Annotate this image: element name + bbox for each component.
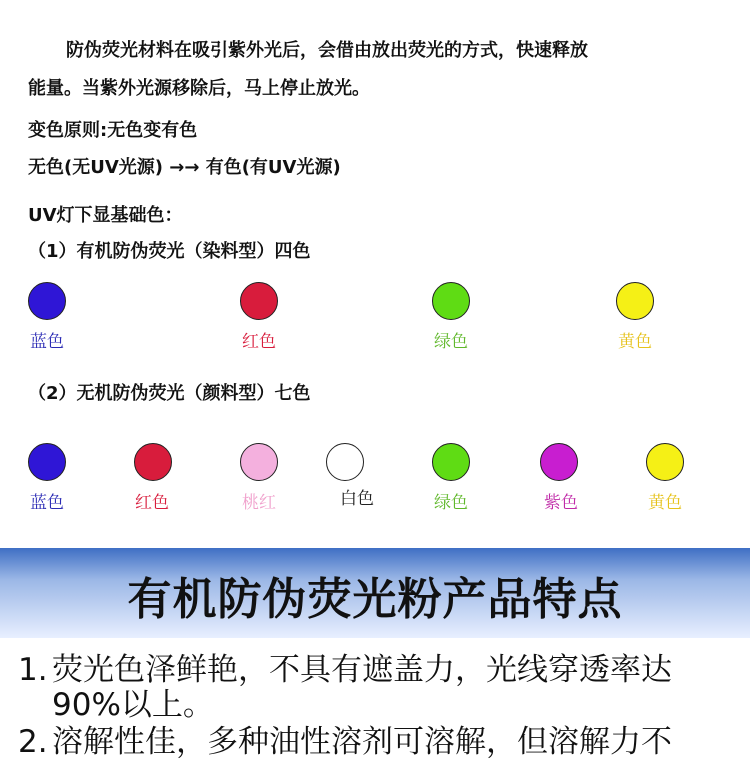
features-title: 有机防伪荧光粉产品特点	[127, 574, 623, 625]
feature-item-2	[18, 716, 672, 761]
organic-swatch	[240, 282, 278, 320]
organic-swatch-label: 蓝色	[30, 332, 64, 352]
inorganic-swatch-label: 绿色	[434, 493, 468, 513]
organic-swatch-label: 黄色	[618, 332, 652, 352]
inorganic-swatch-label: 紫色	[544, 493, 578, 513]
inorganic-swatch	[646, 443, 684, 481]
feature-text: 溶解性佳，多种油性溶剂可溶解，但溶解力不	[52, 724, 672, 760]
inorganic-swatch	[28, 443, 66, 481]
inorganic-swatch	[540, 443, 578, 481]
inorganic-swatch-label: 白色	[340, 489, 374, 509]
feature-item-1-continuation: 90%以上。	[52, 687, 214, 723]
inorganic-swatch-label: 黄色	[648, 493, 682, 513]
base-colors-title: UV灯下显基础色：	[28, 205, 183, 226]
inorganic-swatch-label: 红色	[135, 493, 169, 513]
principle-title: 变色原则:无色变有色	[28, 120, 198, 141]
inorganic-swatch	[134, 443, 172, 481]
feature-number: 1.	[18, 652, 48, 688]
inorganic-swatch-label: 蓝色	[30, 493, 64, 513]
inorganic-swatch	[326, 443, 364, 481]
organic-swatch	[616, 282, 654, 320]
inorganic-title: （2）无机防伪荧光（颜料型）七色	[28, 383, 311, 404]
inorganic-swatch	[432, 443, 470, 481]
organic-swatch-label: 红色	[242, 332, 276, 352]
principle-detail: 无色(无UV光源) →→ 有色(有UV光源)	[28, 157, 341, 178]
organic-swatch	[432, 282, 470, 320]
organic-swatch	[28, 282, 66, 320]
feature-number: 2.	[18, 724, 48, 760]
organic-swatch-label: 绿色	[434, 332, 468, 352]
organic-swatch-row	[0, 282, 750, 352]
inorganic-swatch-row	[0, 443, 750, 513]
intro-line-2: 能量。当紫外光源移除后，马上停止放光。	[28, 78, 370, 99]
feature-text: 荧光色泽鲜艳，不具有遮盖力，光线穿透率达	[52, 652, 672, 688]
inorganic-swatch-label: 桃红	[242, 493, 276, 513]
intro-line-1: 防伪荧光材料在吸引紫外光后，会借由放出荧光的方式，快速释放	[66, 40, 588, 61]
inorganic-swatch	[240, 443, 278, 481]
organic-title: （1）有机防伪荧光（染料型）四色	[28, 241, 311, 262]
